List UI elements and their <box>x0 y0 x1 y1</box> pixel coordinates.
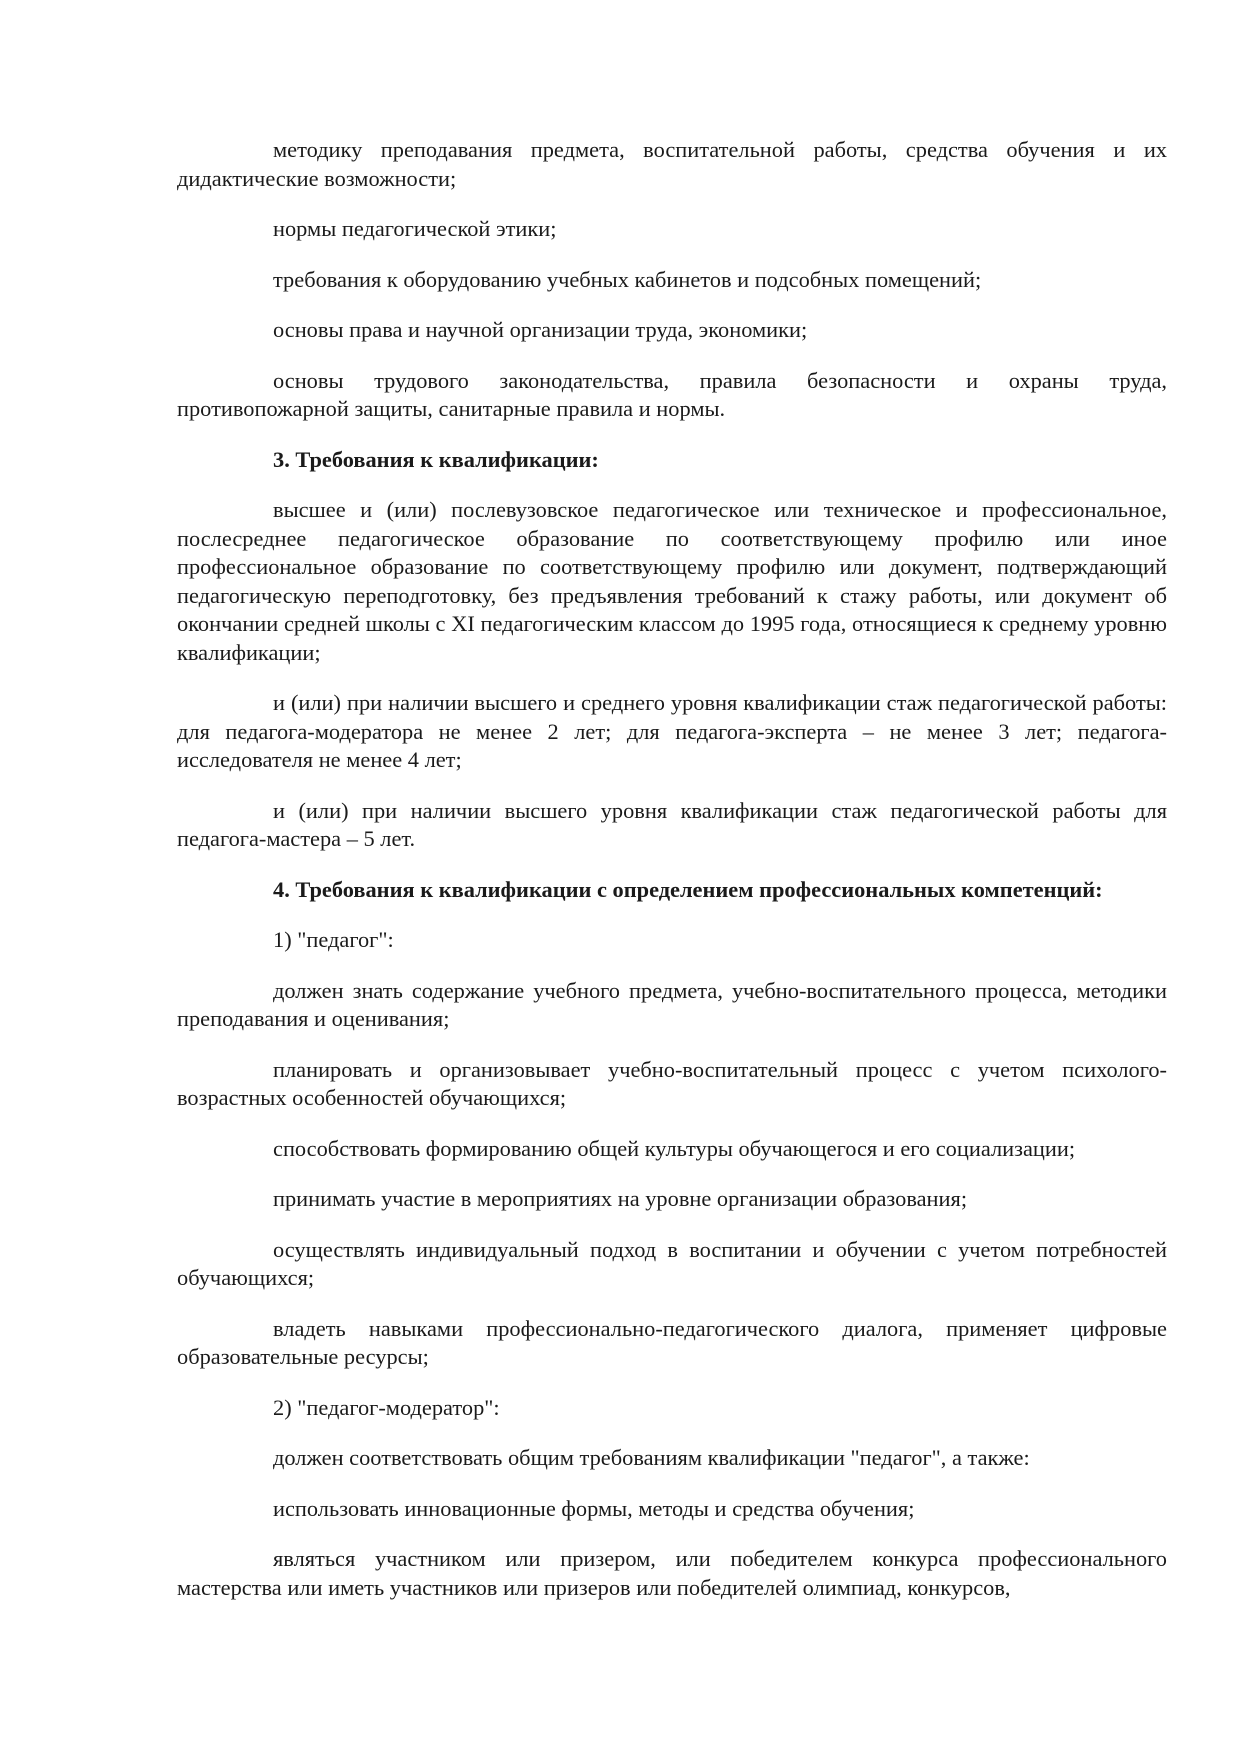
paragraph-individual-approach: осуществлять индивидуальный подход в воспитании и обучении с учетом потребностей обучающихся; <box>177 1236 1167 1290</box>
paragraph-experience-requirements: и (или) при наличии высшего и среднего уровня квалификации стаж педагогической работы: для педагога-модератора не менее 2 лет; для педагога-эксперта – не менее 3 лет; педагога-исследователя не менее 4 лет; <box>177 690 1167 772</box>
paragraph-general-requirements: должен соответствовать общим требованиям квалификации "педагог", а также: <box>273 1445 1030 1470</box>
paragraph-dialog-skills: владеть навыками профессионально-педагогического диалога, применяет цифровые образовательные ресурсы; <box>177 1315 1167 1369</box>
document-page <box>177 136 1167 1602</box>
paragraph-teaching-methods: методику преподавания предмета, воспитательной работы, средства обучения и их дидактические возможности; <box>177 137 1167 191</box>
paragraph-plan-process: планировать и организовывает учебно-воспитательный процесс с учетом психолого-возрастных особенностей обучающихся; <box>177 1056 1167 1110</box>
paragraph-labor-law: основы трудового законодательства, правила безопасности и охраны труда, противопожарной защиты, санитарные правила и нормы. <box>177 367 1167 421</box>
paragraph-participate-events: принимать участие в мероприятиях на уровне организации образования; <box>273 1186 968 1211</box>
paragraph-know-content: должен знать содержание учебного предмета, учебно-воспитательного процесса, методики преподавания и оценивания; <box>177 977 1167 1031</box>
subsection-teacher-moderator: 2) "педагог-модератор": <box>273 1394 500 1420</box>
subsection-teacher: 1) "педагог": <box>273 927 394 952</box>
paragraph-equipment-requirements: требования к оборудованию учебных кабинетов и подсобных помещений; <box>273 266 982 292</box>
paragraph-ethics-norms: нормы педагогической этики; <box>273 216 557 241</box>
paragraph-law-basics: основы права и научной организации труда, экономики; <box>273 317 808 342</box>
section-heading-4: 4. Требования к квалификации с определением профессиональных компетенций: <box>273 876 1103 902</box>
paragraph-master-experience: и (или) при наличии высшего уровня квалификации стаж педагогической работы для педагога-мастера – 5 лет. <box>177 797 1167 851</box>
section-heading-3: 3. Требования к квалификации: <box>273 446 599 472</box>
paragraph-competition-participant: являться участником или призером, или победителем конкурса профессионального мастерства или иметь участников или призеров или победителей олимпиад, конкурсов, <box>177 1546 1167 1600</box>
paragraph-culture-formation: способствовать формированию общей культуры обучающегося и его социализации; <box>273 1135 1076 1161</box>
paragraph-innovative-methods: использовать инновационные формы, методы и средства обучения; <box>273 1495 915 1521</box>
paragraph-education-requirements: высшее и (или) послевузовское педагогическое или техническое и профессиональное, послесреднее педагогическое образование по соответствующему профилю или иное профессиональное образование по соответствующему профилю или документ, подтверждающий педагогическую переподготовку, без предъявления требований к стажу работы, или документ об окончании средней школы с XI педагогическим классом до 1995 года, относящиеся к среднему уровню квалификации; <box>177 497 1167 665</box>
